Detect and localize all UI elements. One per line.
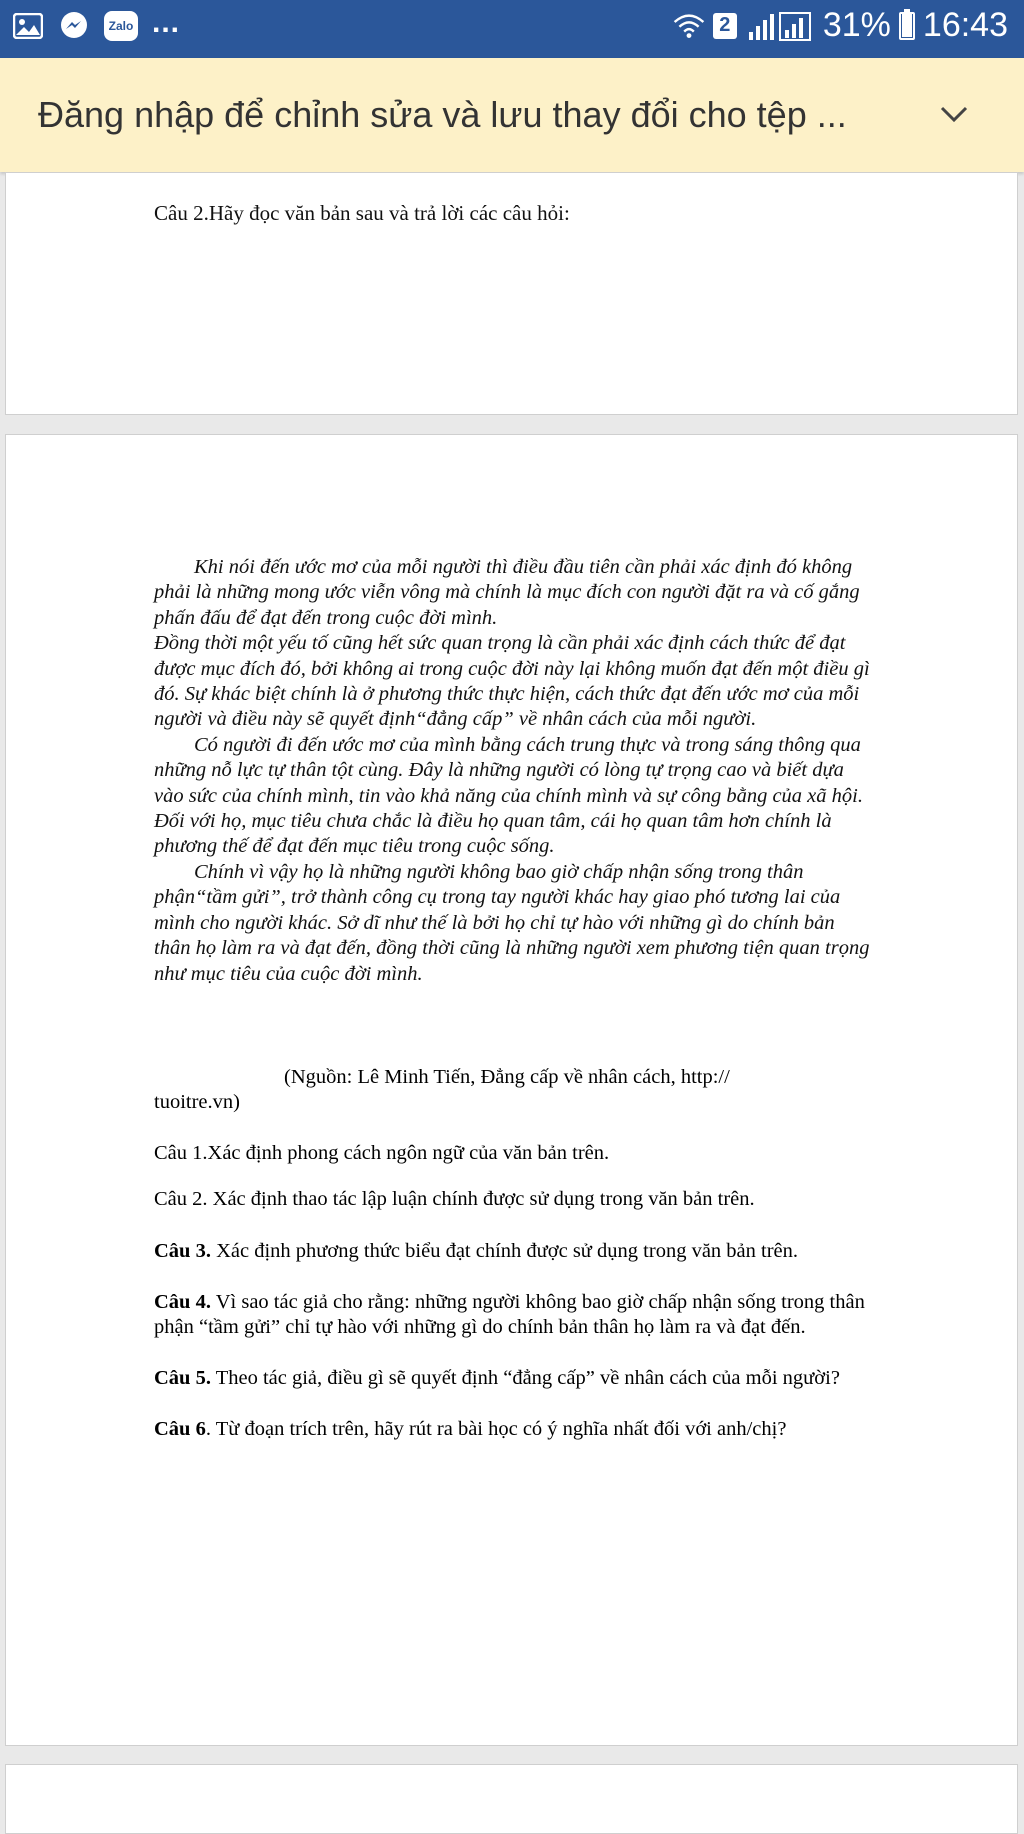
gallery-icon bbox=[12, 10, 44, 42]
passage-paragraph: Khi nói đến ước mơ của mỗi người thì điều đầu tiên cần phải xác định đó không phải là những mong ước viễn vông mà chính là mục đích con người đặt ra và cố gắng phấn đấu để đạt đến trong cuộc đời mình. bbox=[154, 556, 860, 629]
question-text: Xác định phương thức biểu đạt chính được sử dụng trong văn bản trên. bbox=[210, 1240, 799, 1262]
question-5 bbox=[154, 1366, 884, 1391]
battery-icon bbox=[899, 12, 915, 40]
instruction-text: Câu 2.Hãy đọc văn bản sau và trả lời các câu hỏi: bbox=[154, 201, 570, 225]
question-label: Câu 5. bbox=[154, 1367, 211, 1389]
question-6 bbox=[154, 1417, 884, 1442]
question-label: Câu 4. bbox=[154, 1291, 211, 1313]
source-line: (Nguồn: Lê Minh Tiến, Đẳng cấp về nhân cách, http:// bbox=[284, 1066, 730, 1088]
passage-paragraph: Đồng thời một yếu tố cũng hết sức quan trọng là cần phải xác định cách thức để đạt được mục đích đó, bởi không ai trong cuộc đời này lại không muốn đạt đến một điều gì đó. Sự khác biệt chính là ở phương thức thực hiện, cách thức đạt đến ước mơ của mỗi người và điều này sẽ quyết định“đẳng cấp” về nhân cách của mỗi người. bbox=[154, 632, 870, 731]
document-page bbox=[5, 172, 1018, 415]
question-label: Câu 6 bbox=[154, 1418, 206, 1440]
battery-percent: 31% bbox=[822, 6, 891, 44]
question-label: Câu 3. bbox=[154, 1240, 211, 1262]
signal-icon bbox=[745, 10, 815, 42]
banner-text: Đăng nhập để chỉnh sửa và lưu thay đổi cho tệp ... bbox=[38, 94, 847, 135]
question-text: Theo tác giả, điều gì sẽ quyết định “đẳng cấp” về nhân cách của mỗi người? bbox=[210, 1367, 840, 1389]
passage-paragraph: Có người đi đến ước mơ của mình bằng cách trung thực và trong sáng thông qua những nỗ lực tự thân tột cùng. Đây là những người có lòng tự trọng cao và biết dựa vào sức của chính mình, tin vào khả năng của chính mình và sự công bằng của xã hội. Đối với họ, mục tiêu chưa chắc là điều họ quan tâm, cái họ quan tâm hơn chính là phương thế để đạt đến mục tiêu trong cuộc sống. bbox=[154, 733, 863, 858]
clock: 16:43 bbox=[922, 6, 1008, 44]
sign-in-banner[interactable] bbox=[0, 58, 1024, 172]
document-page bbox=[5, 434, 1018, 1746]
question-2: Câu 2. Xác định thao tác lập luận chính được sử dụng trong văn bản trên. bbox=[154, 1188, 755, 1210]
source-line: tuoitre.vn) bbox=[154, 1091, 240, 1113]
document-page bbox=[5, 1764, 1018, 1834]
more-notifications-icon: ... bbox=[152, 6, 181, 39]
question-1: Câu 1.Xác định phong cách ngôn ngữ của văn bản trên. bbox=[154, 1142, 610, 1164]
question-text: . Từ đoạn trích trên, hãy rút ra bài học có ý nghĩa nhất đối với anh/chị? bbox=[205, 1418, 787, 1440]
sim-badge: 2 bbox=[713, 13, 737, 39]
status-bar bbox=[0, 0, 1024, 58]
passage-paragraph: Chính vì vậy họ là những người không bao giờ chấp nhận sống trong thân phận“tầm gửi”, trở thành công cụ trong tay người khác hay giao phó tương lai của mình cho người khác. Sở dĩ như thế là bởi họ chỉ tự hào với những gì do chính bản thân họ làm ra và đạt đến, đồng thời cũng là những người xem phương tiện quan trọng như mục tiêu của cuộc đời mình. bbox=[154, 860, 870, 985]
question-4 bbox=[154, 1290, 884, 1340]
wifi-icon bbox=[673, 10, 705, 42]
zalo-icon: Zalo bbox=[104, 11, 138, 41]
chevron-down-icon[interactable] bbox=[936, 96, 972, 132]
source-citation bbox=[154, 1065, 874, 1115]
reading-passage bbox=[154, 555, 874, 987]
messenger-icon bbox=[58, 10, 90, 42]
question-text: Vì sao tác giả cho rằng: những người không bao giờ chấp nhận sống trong thân phận “tầm gửi” chỉ tự hào với những gì do chính bản thân họ làm ra và đạt đến. bbox=[154, 1291, 865, 1338]
question-3 bbox=[154, 1239, 884, 1264]
